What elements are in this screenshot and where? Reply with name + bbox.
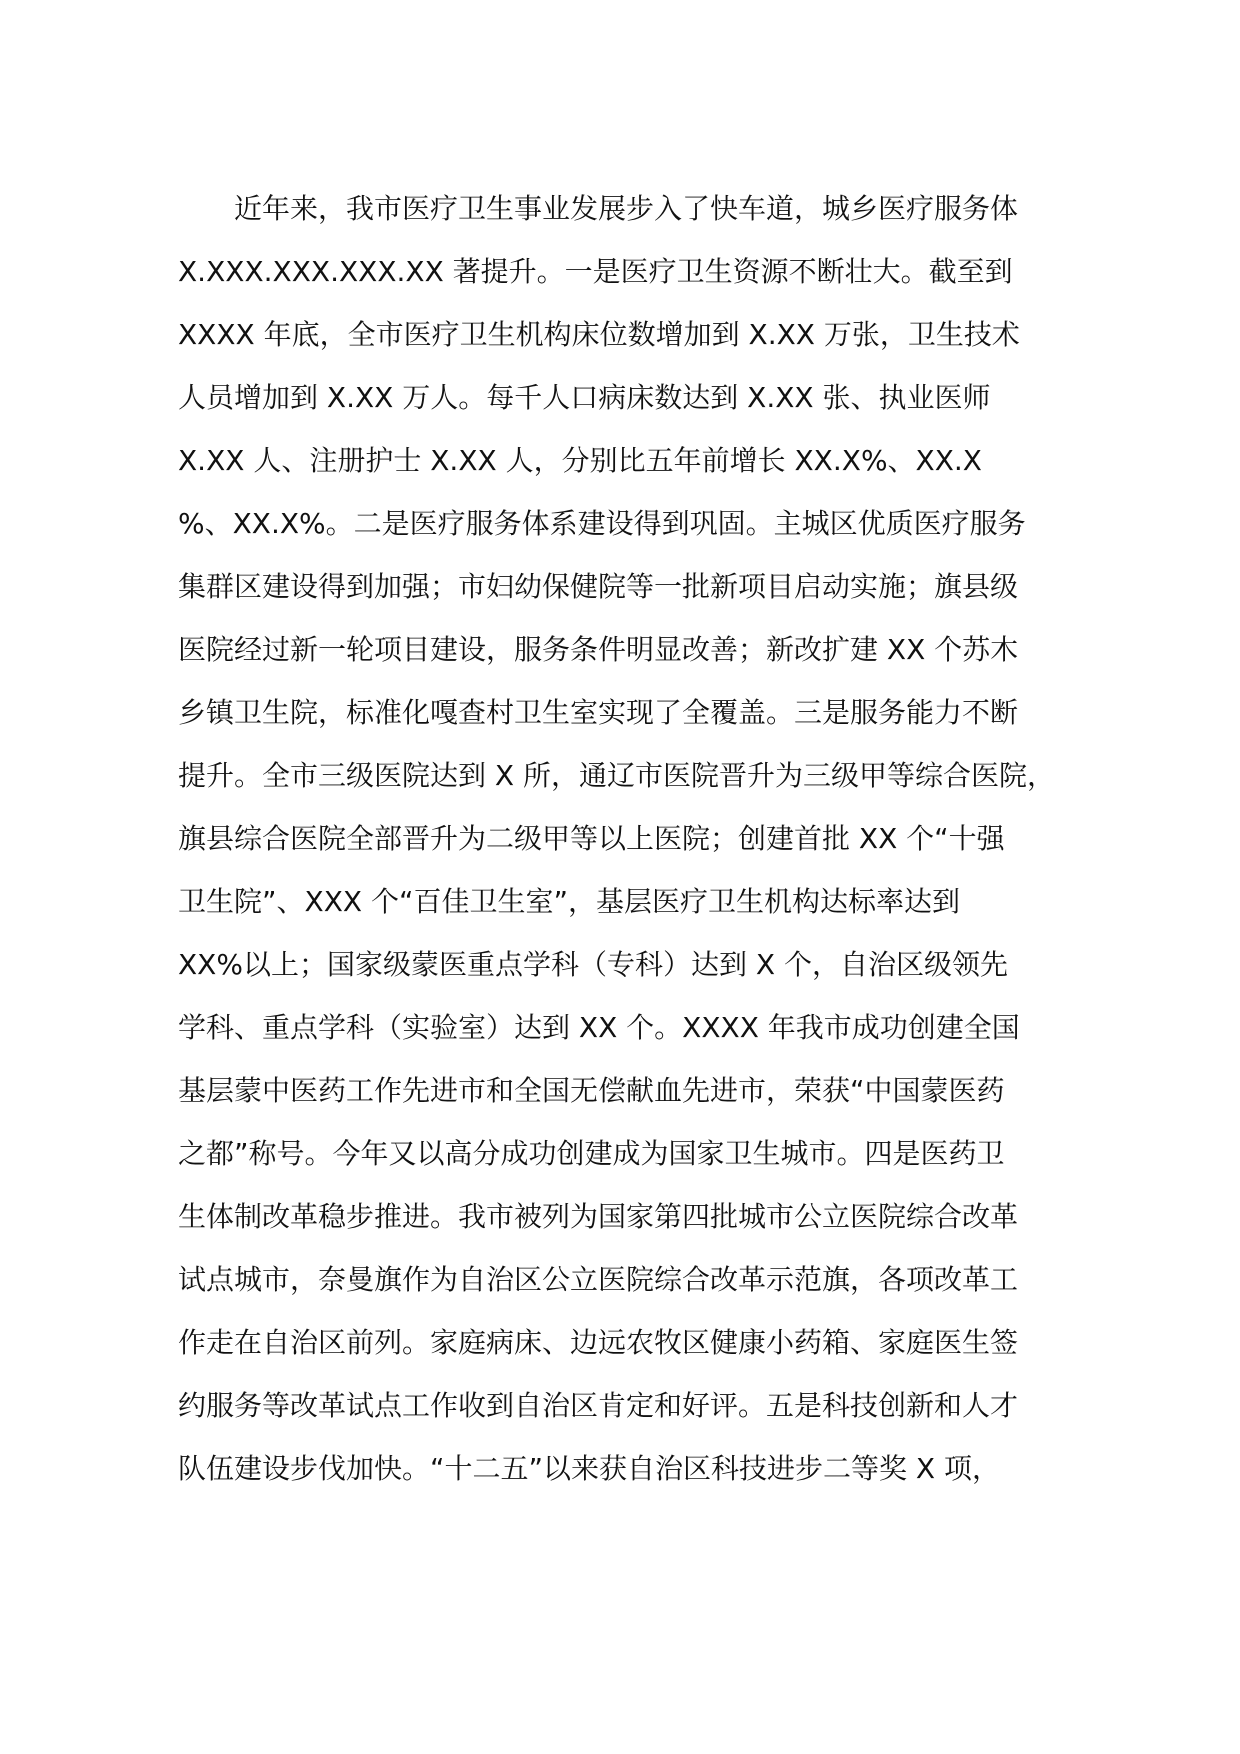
paragraph-line-12: 卫生院”、XXX 个“百佳卫生室”，基层医疗卫生机构达标率达到	[178, 885, 960, 918]
paragraph-line-20: 约服务等改革试点工作收到自治区肯定和好评。五是科技创新和人才	[178, 1389, 1019, 1422]
paragraph-line-19: 作走在自治区前列。家庭病床、边远农牧区健康小药箱、家庭医生签	[178, 1326, 1019, 1359]
paragraph-line-21: 队伍建设步伐加快。“十二五”以来获自治区科技进步二等奖 X 项，	[178, 1452, 1000, 1485]
paragraph-line-11: 旗县综合医院全部晋升为二级甲等以上医院；创建首批 XX 个“十强	[178, 822, 1005, 855]
paragraph-line-17: 生体制改革稳步推进。我市被列为国家第四批城市公立医院综合改革	[178, 1200, 1019, 1233]
paragraph-line-10: 提升。全市三级医院达到 X 所，通辽市医院晋升为三级甲等综合医院，	[178, 759, 1055, 792]
paragraph-line-16: 之都”称号。今年又以高分成功创建成为国家卫生城市。四是医药卫	[178, 1137, 1005, 1170]
paragraph-line-8: 医院经过新一轮项目建设，服务条件明显改善；新改扩建 XX 个苏木	[178, 633, 1019, 666]
paragraph-line-13: XX%以上；国家级蒙医重点学科（专科）达到 X 个，自治区级领先	[178, 948, 1008, 981]
paragraph-line-2: X.XXX.XXX.XXX.XX 著提升。一是医疗卫生资源不断壮大。截至到	[178, 255, 1013, 288]
paragraph-line-18: 试点城市，奈曼旗作为自治区公立医院综合改革示范旗，各项改革工	[178, 1263, 1019, 1296]
paragraph-line-1: 近年来，我市医疗卫生事业发展步入了快车道，城乡医疗服务体	[234, 192, 1019, 225]
paragraph-line-6: %、XX.X%。二是医疗服务体系建设得到巩固。主城区优质医疗服务	[178, 507, 1026, 540]
paragraph-line-15: 基层蒙中医药工作先进市和全国无偿献血先进市，荣获“中国蒙医药	[178, 1074, 1005, 1107]
paragraph-line-9: 乡镇卫生院，标准化嘎查村卫生室实现了全覆盖。三是服务能力不断	[178, 696, 1019, 729]
paragraph-line-3: XXXX 年底，全市医疗卫生机构床位数增加到 X.XX 万张，卫生技术	[178, 318, 1020, 351]
paragraph-line-14: 学科、重点学科（实验室）达到 XX 个。XXXX 年我市成功创建全国	[178, 1011, 1020, 1044]
paragraph-line-7: 集群区建设得到加强；市妇幼保健院等一批新项目启动实施；旗县级	[178, 570, 1019, 603]
paragraph-line-4: 人员增加到 X.XX 万人。每千人口病床数达到 X.XX 张、执业医师	[178, 381, 991, 414]
paragraph-line-5: X.XX 人、注册护士 X.XX 人，分别比五年前增长 XX.X%、XX.X	[178, 444, 982, 477]
